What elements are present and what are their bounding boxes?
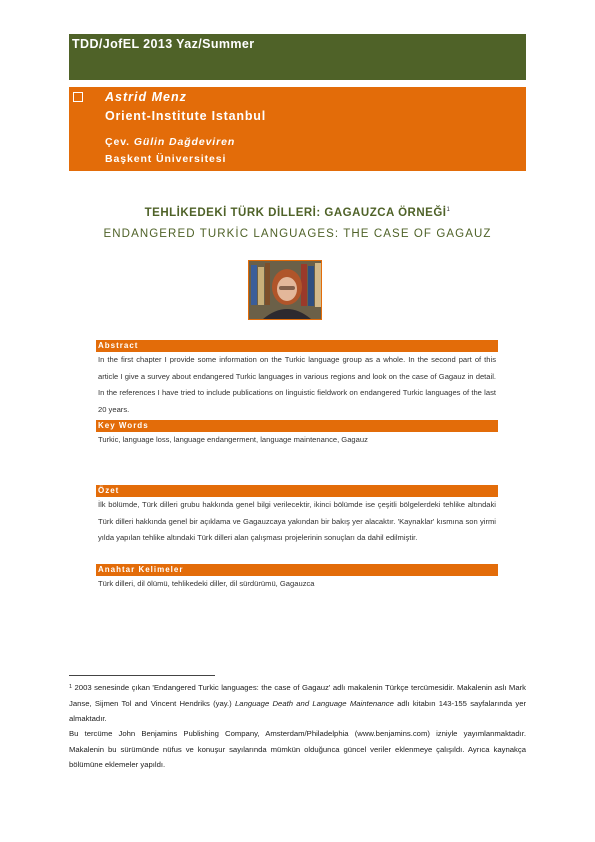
checkbox-bullet-icon [73, 92, 83, 102]
keywords-heading: Key Words [96, 420, 498, 432]
translator-line [105, 136, 235, 148]
ozet-text: İlk bölümde, Türk dilleri grubu hakkında genel bilgi verilecektir, ikinci bölümde ise çeşitli bölgelerdeki tehlike altındaki Türk dilleri hakkında genel bir açıklama ve Gagauzcaya yakından bir bakış yer alacaktır. 'Kaynaklar' kısmına son yirmi yılda yapılan tehlike altındaki Türk dilleri alan çalışması projelerinin sonuçları da dahil edilmiştir. [98, 500, 496, 542]
abstract-text: In the first chapter I provide some information on the Turkic language group as a whole. In the second part of this article I give a survey about endangered Turkic languages in various regions and look on the case of Gagauz in detail. In the references I have tried to include publications on linguistic fieldwork on endangered Turkic languages of the last 20 years. [98, 355, 496, 414]
ozet-heading: Özet [96, 485, 498, 497]
article-title-turkish [0, 207, 595, 219]
anahtar-kelimeler-text: Türk dilleri, dil ölümü, tehlikedeki diller, dil sürdürümü, Gagauzca [98, 579, 315, 588]
footnote-paragraph-1 [69, 680, 526, 727]
abstract-heading: Abstract [96, 340, 498, 352]
author-name: Astrid Menz [105, 90, 187, 104]
footnote-reference-mark[interactable]: 1 [446, 207, 451, 213]
author-photo [248, 260, 322, 320]
footnote-separator [69, 675, 215, 676]
translator-prefix: Çev. [105, 136, 130, 148]
footnote-paragraph-2: Bu tercüme John Benjamins Publishing Company, Amsterdam/Philadelphia (www.benjamins.com) izniyle yayımlanmaktadır. Makalenin bu sürümünde nüfus ve konuşur sayılarında mümkün olduğunca güncel veriler eklenmeye çalışıldı. Ayrıca kaynakça bölümüne eklemeler yapıldı. [69, 729, 526, 769]
keywords-text: Turkic, language loss, language endangerment, language maintenance, Gagauz [98, 435, 368, 444]
journal-title: TDD/JofEL 2013 Yaz/Summer [72, 37, 255, 51]
footnote-book-title: Language Death and Language Maintenance [235, 698, 394, 708]
translator-institution: Başkent Üniversitesi [105, 153, 227, 165]
author-info-bar [69, 87, 526, 171]
article-title-turkish-text: TEHLİKEDEKİ TÜRK DİLLERİ: GAGAUZCA ÖRNEĞİ [144, 207, 447, 219]
footnote-text-2: adlı kitabın 143-155 sayfalarında yer almaktadır. [69, 698, 527, 723]
translator-name: Gülin Dağdeviren [133, 136, 236, 148]
article-title-english: ENDANGERED TURKİC LANGUAGES: THE CASE OF GAGAUZ [103, 228, 492, 240]
footnote-text-1: 2003 senesinde çıkan 'Endangered Turkic languages: the case of Gagauz' adlı makalenin Türkçe tercümesidir. Makalenin aslı Mark Janse, Sijmen Tol and Vincent Hendriks (yay.) [69, 683, 527, 708]
anahtar-kelimeler-heading: Anahtar Kelimeler [96, 564, 498, 576]
footnote-mark: 1 [69, 684, 73, 690]
author-institution: Orient-Institute Istanbul [105, 109, 266, 123]
journal-header-bar [69, 34, 526, 80]
author-photo-image [249, 261, 321, 319]
